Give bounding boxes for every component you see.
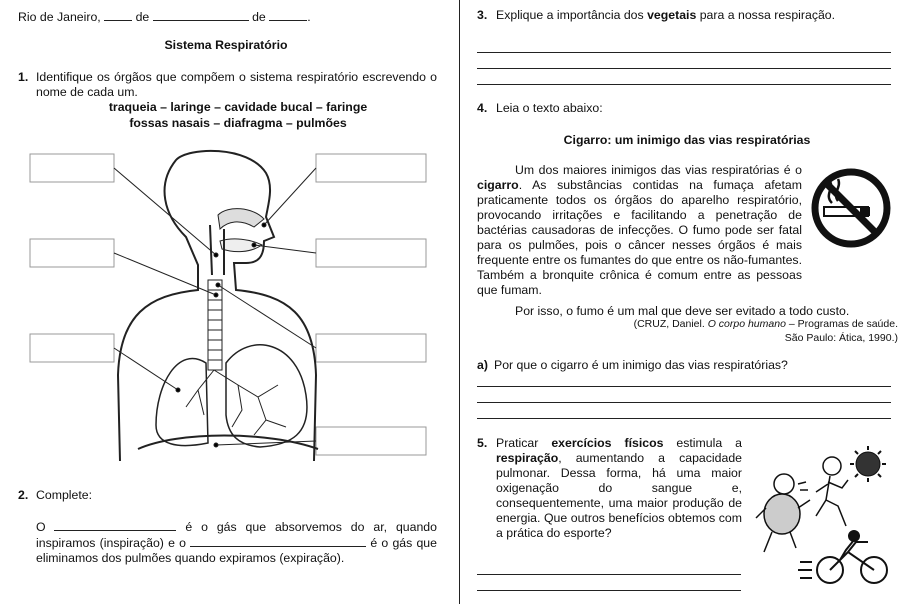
q5-t1: Praticar [496,436,539,450]
q4a-answer-line-3[interactable] [477,418,891,419]
q2-number: 2. [18,488,29,502]
date-line: Rio de Janeiro, de de . [18,10,311,24]
q5-t2: estimula a [676,436,742,450]
sports-illustration [750,444,896,588]
q3-answer-line-1[interactable] [477,52,891,53]
q4-text-title: Cigarro: um inimigo das vias respiratórias [563,133,811,147]
q3-text [496,8,835,22]
label-box-right-4[interactable] [316,427,426,455]
column-divider [459,0,460,604]
left-lung [156,359,208,446]
q4-citation-2: São Paulo: Ática, 1990.) [784,332,898,344]
q3-bold: vegetais [647,8,697,22]
pharynx [210,225,224,275]
q1-number: 1. [18,70,29,84]
day-blank[interactable] [104,9,132,21]
sun-icon [850,446,886,482]
q4-number: 4. [477,101,488,115]
q4-citation-1 [634,318,898,330]
right-lung [226,345,307,447]
q3-number: 3. [477,8,488,22]
de-label-1: de [135,10,150,24]
label-box-left-2[interactable] [30,239,114,267]
label-box-right-3[interactable] [316,334,426,362]
label-box-left-1[interactable] [30,154,114,182]
page-title: Sistema Respiratório [164,38,288,52]
q4a-text: Por que o cigarro é um inimigo das vias respiratórias? [494,358,788,372]
q5-b1: exercícios físicos [551,436,664,450]
q2-part3: é o gás que eliminamos dos pulmões quando expiramos (expiração). [36,536,437,565]
q2-text [36,519,437,566]
q3-post: para a nossa respiração. [699,8,836,22]
cyclist-icon [798,531,887,583]
q5-answer-line-2[interactable] [477,590,741,591]
q5-answer-line-1[interactable] [477,574,741,575]
respiratory-diagram [28,145,430,467]
city-label: Rio de Janeiro, [18,10,101,24]
running-woman-icon [816,457,848,526]
q4a-answer-line-2[interactable] [477,402,891,403]
cite-italic: O corpo humano [707,318,786,330]
q2-part2: é o gás que absorvemos do ar, quando inspiramos (inspiração) e o [36,520,437,550]
q5-text [496,436,742,541]
label-box-right-1[interactable] [316,154,426,182]
q4-p-rest: . As substâncias contidas na fumaça afetam praticamente todos os órgãos do aparelho respiratório, provocando irritações e facilitando a penetração de bactérias causadoras de infecções. O fumo pode ser fatal para os pulmões, pois o câncer nesses órgãos é mais frequente entre os fumantes do que entre os não-fumantes. Também a bronquite crônica é comum entre as pessoas que fumam. [477,178,802,297]
no-smoking-icon [810,167,892,249]
label-box-right-2[interactable] [316,239,426,267]
jogging-man-icon [756,474,810,552]
month-blank[interactable] [153,9,249,21]
q5-t3: , aumentando a capacidade pulmonar. Dessa forma, há uma maior oxigenação do sangue e, consequentemente, uma maior produção de energia. Que outros benefícios obtemos com a prática do esporte? [496,451,742,540]
gas-blank-2[interactable] [190,535,366,547]
q1-words-line1: traqueia – laringe – cavidade bucal – faringe [108,100,368,114]
q3-pre: Explique a importância dos [496,8,644,22]
q5-b2: respiração [496,451,559,465]
label-box-left-3[interactable] [30,334,114,362]
q1-text: Identifique os órgãos que compõem o sistema respiratório escrevendo o nome de cada um. [36,70,437,99]
q4-paragraph-1 [477,163,802,298]
nasal-cavity [218,209,264,229]
q3-answer-line-3[interactable] [477,84,891,85]
q4-p-bold: cigarro [477,178,519,192]
de-label-2: de [252,10,266,24]
q4-label: Leia o texto abaixo: [496,101,603,115]
q4a-label: a) [477,358,488,372]
q5-number: 5. [477,436,488,450]
cite-pre: (CRUZ, Daniel. [633,318,705,330]
q2-part1: O [36,520,46,534]
year-blank[interactable] [269,9,307,21]
q4-p-start: Um dos maiores inimigos das vias respiratórias é o [515,163,802,177]
q1-words-line2: fossas nasais – diafragma – pulmões [129,116,347,130]
q2-label: Complete: [36,488,93,502]
cite-post: – Programas de saúde. [788,318,898,330]
q4a-answer-line-1[interactable] [477,386,891,387]
gas-blank-1[interactable] [54,519,176,531]
q3-answer-line-2[interactable] [477,68,891,69]
q4-paragraph-2: Por isso, o fumo é um mal que deve ser evitado a todo custo. [515,304,850,318]
